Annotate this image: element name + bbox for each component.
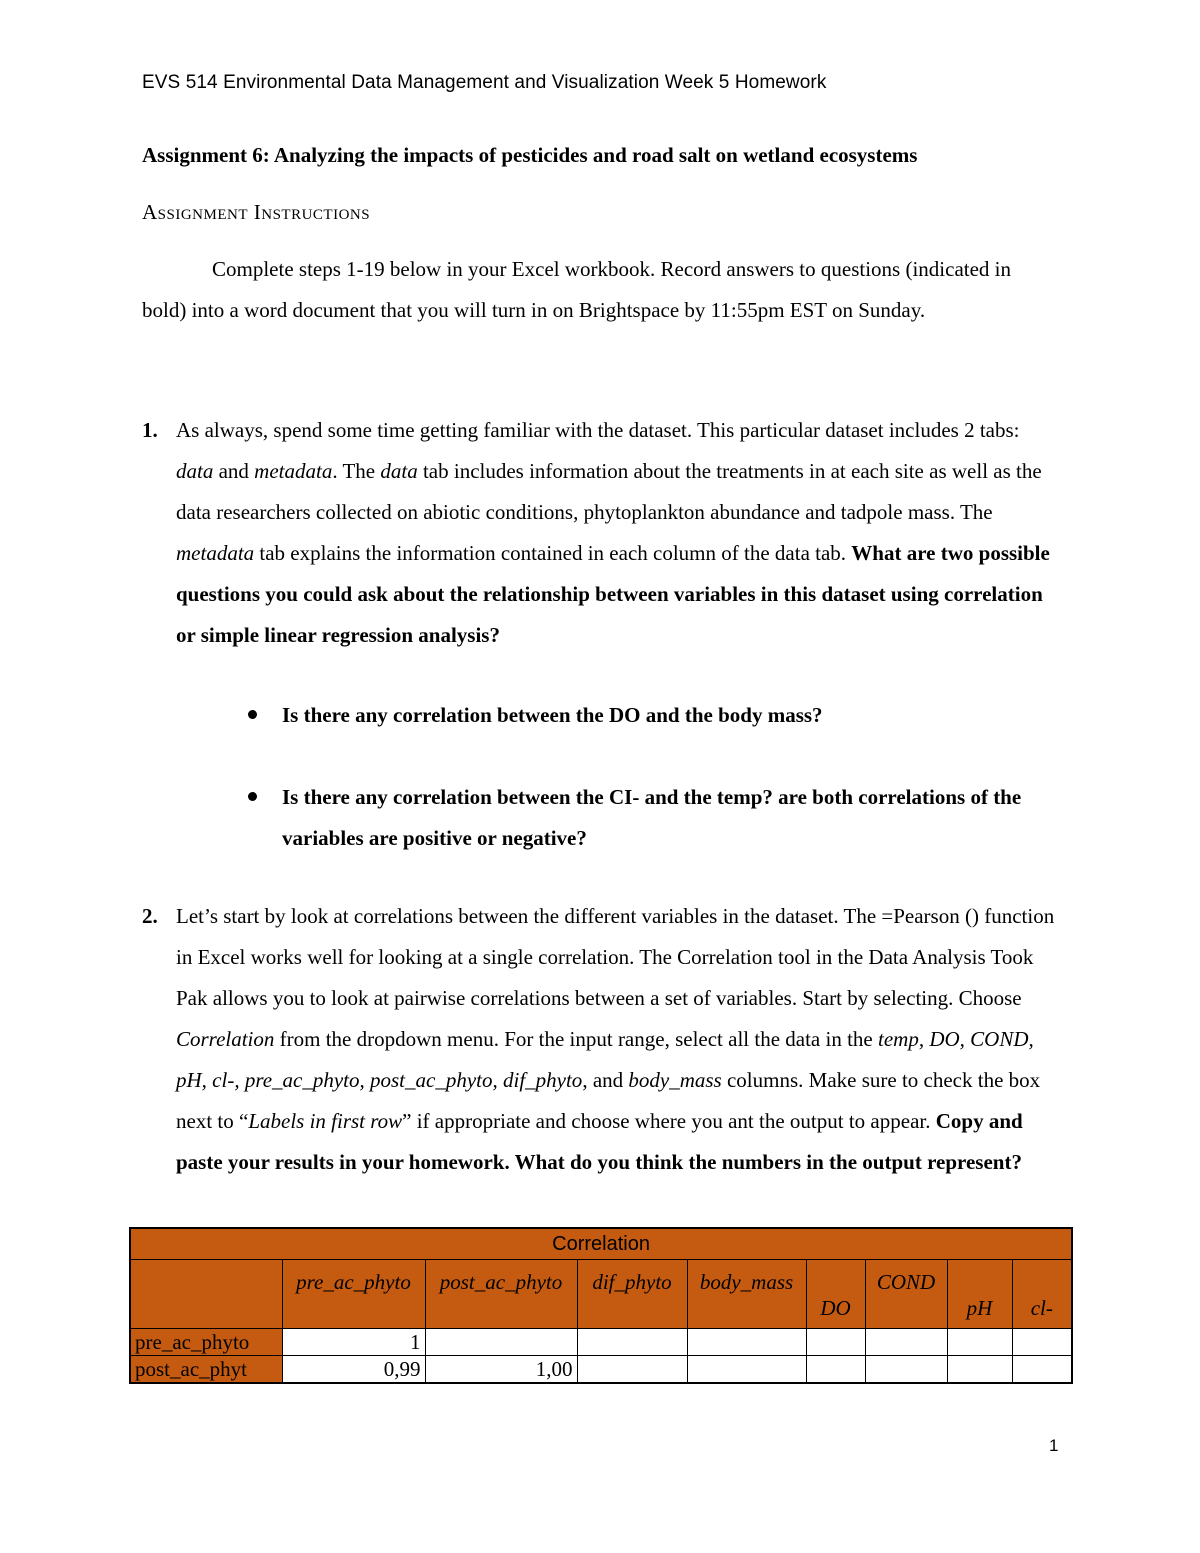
table-cell xyxy=(687,1329,806,1356)
table-cell xyxy=(806,1329,865,1356)
step-text: tab includes information about the treatments in at each site as well as the data researchers collected on abiotic conditions, phytoplankton abundance and tadpole mass. The xyxy=(176,459,1042,524)
table-row xyxy=(130,1356,1072,1384)
table-cell xyxy=(806,1356,865,1384)
column-header xyxy=(130,1260,282,1329)
table-cell xyxy=(1012,1356,1072,1384)
column-header: cl- xyxy=(1012,1260,1072,1329)
step-italic: data xyxy=(380,459,418,483)
bullet-icon xyxy=(248,710,257,719)
assignment-title: Assignment 6: Analyzing the impacts of pesticides and road salt on wetland ecosystems xyxy=(142,143,918,167)
step-question: What are two possible questions you could ask about the relationship between variables in this dataset using correlation or simple linear regression analysis? xyxy=(176,541,1050,647)
column-header: pH xyxy=(947,1260,1012,1329)
step-italic: metadata xyxy=(176,541,255,565)
table-cell xyxy=(1012,1329,1072,1356)
table-cell xyxy=(577,1329,687,1356)
step-question: Copy and paste your results in your homework. What do you think the numbers in the output represent? xyxy=(176,1109,1023,1174)
step-italic: temp, DO, COND, pH, cl-, pre_ac_phyto, post_ac_phyto, dif_phyto xyxy=(176,1027,1034,1092)
column-header: pre_ac_phyto xyxy=(282,1260,425,1329)
step-text: ” if appropriate and choose where you ant the output to appear. xyxy=(402,1109,936,1133)
step-body xyxy=(176,896,1060,1183)
table-title: Correlation xyxy=(130,1228,1072,1260)
step-1 xyxy=(142,410,1060,656)
column-header: post_ac_phyto xyxy=(425,1260,577,1329)
step-text: , and xyxy=(582,1068,629,1092)
intro-paragraph: Complete steps 1-19 below in your Excel workbook. Record answers to questions (indicated in bold) into a word document that you will turn in on Brightspace by 11:55pm EST on Sunday. xyxy=(142,257,1012,322)
table-cell: 1,00 xyxy=(425,1356,577,1384)
step-text: tab explains the information contained in each column of the data tab. xyxy=(254,541,852,565)
step-italic: body_mass xyxy=(628,1068,722,1092)
table-cell: 0,99 xyxy=(282,1356,425,1384)
table-title-row xyxy=(130,1228,1072,1260)
bullet-icon xyxy=(248,792,257,801)
step-italic: data xyxy=(176,459,214,483)
answer-list xyxy=(244,695,1064,859)
row-label: pre_ac_phyto xyxy=(130,1329,282,1356)
step-text: As always, spend some time getting familiar with the dataset. This particular dataset includes 2 tabs: xyxy=(176,418,1020,442)
step-number: 1. xyxy=(142,418,158,442)
answer-item xyxy=(244,777,1064,859)
table-cell xyxy=(865,1356,947,1384)
step-italic: Labels in first row xyxy=(248,1109,403,1133)
step-text: from the dropdown menu. For the input range, select all the data in the xyxy=(274,1027,878,1051)
correlation-table xyxy=(129,1227,1073,1384)
table-cell xyxy=(947,1329,1012,1356)
column-header: body_mass xyxy=(687,1260,806,1329)
answer-text: Is there any correlation between the DO and the body mass? xyxy=(282,703,823,727)
answer-text: Is there any correlation between the CI- and the temp? are both correlations of the variables are positive or negative? xyxy=(282,785,1022,850)
table-row xyxy=(130,1329,1072,1356)
table-cell xyxy=(947,1356,1012,1384)
page-header: EVS 514 Environmental Data Management and Visualization Week 5 Homework xyxy=(142,72,827,93)
column-header: COND xyxy=(865,1260,947,1329)
column-header: dif_phyto xyxy=(577,1260,687,1329)
step-italic: metadata xyxy=(254,459,333,483)
page-number: 1 xyxy=(1049,1436,1059,1455)
answer-item xyxy=(244,695,1064,736)
step-number: 2. xyxy=(142,904,158,928)
row-label: post_ac_phyt xyxy=(130,1356,282,1384)
step-2 xyxy=(142,896,1060,1183)
table-cell xyxy=(577,1356,687,1384)
step-text: and xyxy=(213,459,255,483)
table-cell: 1 xyxy=(282,1329,425,1356)
table-cell xyxy=(425,1329,577,1356)
step-body xyxy=(176,410,1060,656)
table-header-row xyxy=(130,1260,1072,1329)
table-cell xyxy=(865,1329,947,1356)
column-header: DO xyxy=(806,1260,865,1329)
step-text: . The xyxy=(332,459,381,483)
table-cell xyxy=(687,1356,806,1384)
step-text: Let’s start by look at correlations between the different variables in the dataset. The =Pearson () function in Excel works well for looking at a single correlation. The Correlation tool in the Data Analysis Took Pak allows you to look at pairwise correlations between a set of variables. Start by selecting. Choose xyxy=(176,904,1055,1010)
step-text: columns. Make sure to check the box next to “ xyxy=(176,1068,1041,1133)
section-heading: Assignment Instructions xyxy=(142,200,371,224)
step-italic: Correlation xyxy=(176,1027,275,1051)
